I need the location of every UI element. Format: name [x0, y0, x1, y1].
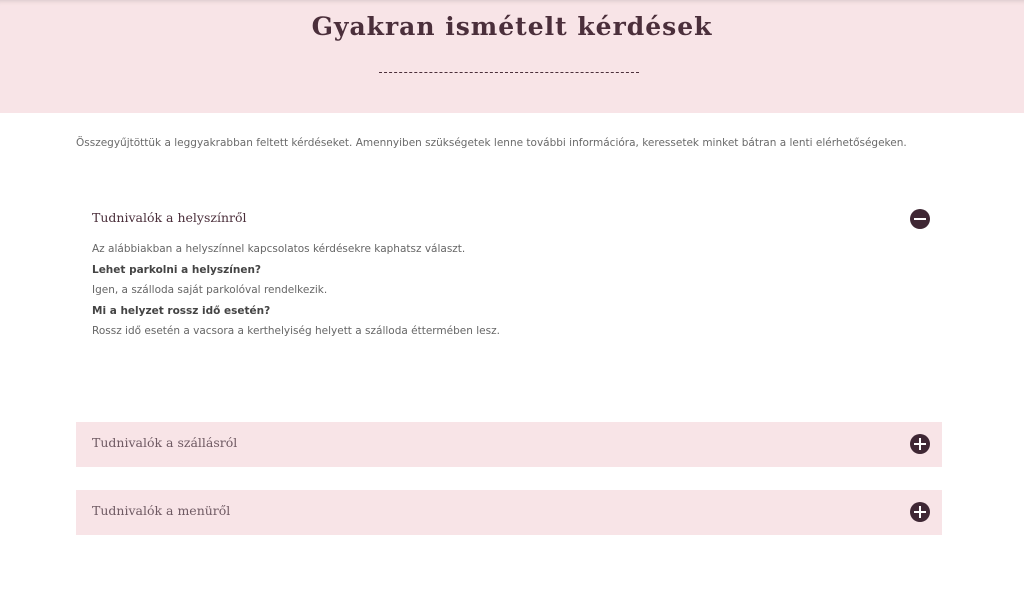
- page-header: [0, 0, 1024, 113]
- answer-text: Igen, a szálloda saját parkolóval rendelkezik.: [92, 284, 328, 296]
- accordion-title: Tudnivalók a helyszínről: [92, 210, 247, 225]
- accordion-title: Tudnivalók a menüről: [92, 503, 231, 518]
- answer-text: Az alábbiakban a helyszínnel kapcsolatos kérdésekre kaphatsz választ.: [92, 243, 466, 255]
- accordion-accommodation[interactable]: [76, 422, 942, 467]
- plus-circle-icon[interactable]: [910, 502, 930, 522]
- accordion-title: Tudnivalók a szállásról: [92, 435, 238, 450]
- question-text: Mi a helyzet rossz idő esetén?: [92, 304, 271, 317]
- accordion-menu[interactable]: [76, 490, 942, 535]
- plus-circle-icon[interactable]: [910, 434, 930, 454]
- minus-circle-icon[interactable]: [910, 209, 930, 229]
- accordion-header-venue[interactable]: [76, 197, 942, 242]
- question-text: Lehet parkolni a helyszínen?: [92, 263, 262, 276]
- page-title: Gyakran ismételt kérdések: [311, 12, 713, 41]
- intro-text: Összegyűjtöttük a leggyakrabban feltett kérdéseket. Amennyiben szükségetek lenne további információra, keressetek minket bátran a lenti elérhetőségeken.: [76, 137, 907, 149]
- accordion-header-menu[interactable]: [76, 490, 942, 535]
- title-divider: [379, 72, 639, 73]
- answer-text: Rossz idő esetén a vacsora a kerthelyiség helyett a szálloda éttermében lesz.: [92, 325, 500, 337]
- accordion-body-venue: [76, 242, 942, 345]
- accordion-header-accommodation[interactable]: [76, 422, 942, 467]
- accordion-venue: [76, 197, 942, 345]
